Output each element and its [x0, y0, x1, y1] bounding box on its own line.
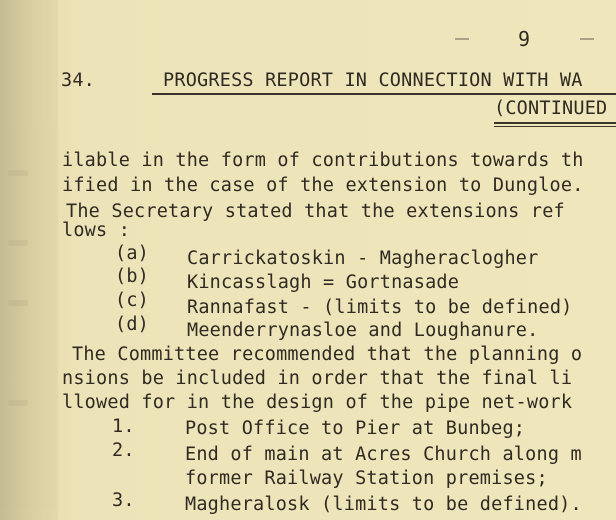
title-underline: [152, 93, 616, 95]
list-item: Kincasslagh = Gortnasade: [187, 272, 460, 293]
continued-underline-2: [494, 126, 616, 127]
list-marker: 3.: [112, 490, 135, 511]
list-marker: 2.: [112, 440, 135, 461]
page-number-dash-right: [580, 38, 594, 40]
binding-margin: [0, 0, 58, 520]
list-item: End of main at Acres Church along m: [185, 444, 582, 465]
list-item: Post Office to Pier at Bunbeg;: [185, 418, 526, 439]
section-ref: 34.: [61, 70, 96, 91]
body-line: ified in the case of the extension to Dungloe.: [62, 175, 584, 196]
continued-underline: [494, 122, 616, 124]
body-line: The Committee recommended that the planning o: [72, 344, 583, 365]
list-item: Meenderrynasloe and Loughanure.: [187, 320, 539, 341]
margin-mark: [8, 240, 28, 246]
list-marker: (c): [115, 290, 150, 311]
body-line: lows :: [62, 220, 131, 241]
body-line: The Secretary stated that the extensions ref: [66, 201, 565, 222]
list-marker: 1.: [112, 416, 135, 437]
section-title: PROGRESS REPORT IN CONNECTION WITH WA: [163, 70, 583, 91]
body-line: llowed for in the design of the pipe net-work: [62, 392, 573, 413]
list-marker: (a): [115, 243, 150, 264]
continued-label: (CONTINUED: [494, 98, 608, 119]
list-item: Rannafast - (limits to be defined): [187, 297, 573, 318]
page-number-dash-left: [455, 38, 469, 40]
section-heading: [61, 70, 583, 92]
list-marker: (b): [115, 266, 150, 287]
margin-mark: [8, 400, 28, 406]
list-item: former Railway Station premises;: [185, 468, 548, 489]
page-number: 9: [518, 27, 531, 51]
margin-mark: [8, 170, 28, 176]
margin-mark: [8, 300, 28, 306]
list-marker: (d): [115, 314, 150, 335]
list-item: Magheralosk (limits to be defined).: [185, 494, 582, 515]
list-item: Carrickatoskin - Magheraclogher: [187, 248, 539, 269]
body-line: ilable in the form of contributions towards th: [62, 150, 584, 171]
body-line: nsions be included in order that the final li: [62, 368, 573, 389]
